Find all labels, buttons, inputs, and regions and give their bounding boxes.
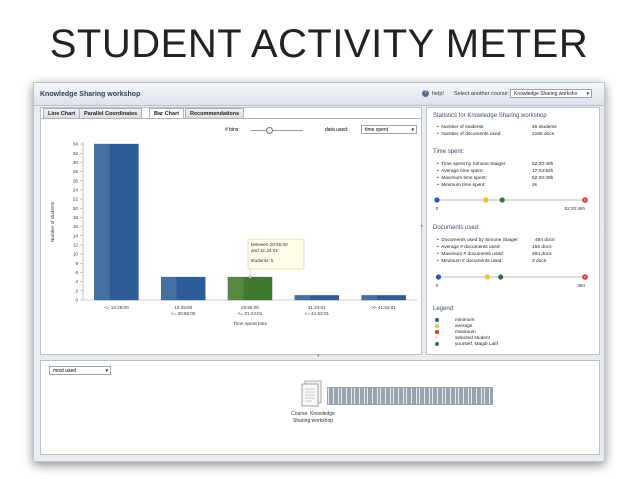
bins-label: # bins: (225, 127, 240, 133)
documents-used-heading: Documents used: (433, 225, 480, 231)
y-tick-label: 34 (72, 141, 78, 147)
x-tick-label: >> 41:52:01 (371, 305, 396, 310)
stat-label: Number of documents used: (441, 132, 502, 137)
bar-highlight (161, 277, 176, 300)
stat-value: 484 docs (535, 238, 555, 243)
legend-heading: Legend: (433, 306, 455, 312)
data-used-value: time spent (365, 127, 389, 133)
tab-parallel-coordinates[interactable]: Parallel Coordinates (79, 108, 142, 119)
y-tick-label: 28 (72, 169, 78, 175)
y-axis-label: Number of students (50, 201, 55, 243)
stat-value: 2s (532, 183, 538, 188)
y-tick-label: 16 (72, 224, 78, 230)
stat-label: Maximum # documents used: (441, 252, 505, 257)
marker-selected: × (583, 274, 587, 281)
legend-label: average (455, 324, 473, 329)
documents-panel (40, 360, 600, 455)
x-tick-label: <= 31:24:01 (237, 311, 263, 316)
x-tick-label: <= 41:52:01 (304, 311, 330, 316)
slide-title: STUDENT ACTIVITY METER (49, 22, 589, 66)
bins-slider[interactable] (251, 130, 303, 131)
sort-select-value: most used (53, 368, 77, 374)
help-link[interactable]: help! (432, 91, 444, 97)
y-tick-label: 24 (72, 187, 78, 193)
marker-minimum (434, 197, 439, 202)
stat-value: 52:20:49h (532, 176, 554, 181)
legend-label: selected student (455, 336, 490, 341)
stat-row: • Number of documents used: 4165 docs (437, 132, 555, 137)
y-tick-label: 26 (72, 178, 78, 184)
tab-divider (41, 118, 421, 119)
tab-line-chart[interactable]: Line Chart (43, 108, 80, 119)
y-tick-label: 18 (72, 215, 78, 221)
stat-value: 46 students (532, 125, 557, 130)
stat-label: Maximum time spent: (441, 176, 487, 181)
x-tick-label: <= 20:56:00 (170, 311, 196, 316)
legend (435, 318, 595, 358)
y-tick-label: 8 (75, 260, 78, 266)
x-tick-label: 10:28:00 (174, 305, 193, 310)
course-select[interactable] (510, 89, 592, 98)
marker-average (483, 197, 488, 202)
course-select-label: Select another course: (454, 91, 510, 97)
bar-chart (41, 138, 421, 354)
bar-highlight (94, 144, 109, 300)
course-caption-line: Sharing workshop (292, 418, 334, 424)
stat-value: 4165 docs (532, 132, 555, 137)
app-title: Knowledge Sharing workshop (40, 91, 141, 98)
marker-yourself (498, 274, 503, 279)
y-tick-label: 0 (75, 297, 78, 303)
tab-recommendations[interactable]: Recommendations (185, 108, 244, 119)
time-spent-scale (431, 192, 595, 218)
y-tick-label: 12 (72, 242, 78, 248)
help-icon[interactable]: ? (422, 90, 429, 97)
bar-highlight (228, 277, 243, 300)
stat-label: Documents used by Simone Staiger: (441, 238, 520, 243)
stat-row: • Number of students: 46 students (437, 125, 557, 130)
documents-used-scale (431, 269, 595, 295)
stat-row: • Minimum # documents used: 3 docs (437, 259, 547, 264)
x-tick-label: <= 10:28:00 (104, 305, 129, 310)
stat-label: Time spent by Simone Staiger: (441, 162, 507, 167)
legend-label: yourself, Magdi Latif (455, 342, 498, 347)
marker-yourself (500, 197, 505, 202)
bar-highlight (295, 295, 310, 300)
course-select-value: Knowledge Sharing worksho (514, 91, 578, 97)
statistics-heading: Statistics for Knowledge Sharing workshop (433, 113, 547, 119)
legend-dot-yourself (435, 342, 439, 346)
stat-row: • Time spent by Simone Staiger: 52:20:49h (437, 162, 554, 167)
y-tick-label: 6 (75, 270, 78, 276)
stat-row: • Minimum time spent: 2s (437, 183, 538, 188)
y-tick-label: 32 (72, 150, 78, 156)
stat-label: Average # documents used: (441, 245, 501, 250)
y-tick-label: 4 (75, 279, 78, 285)
scale-min-label: 0 (435, 283, 439, 288)
marker-selected: × (583, 197, 587, 204)
tab-bar-chart[interactable]: Bar Chart (149, 108, 184, 119)
scale-max-label: 484 (577, 283, 585, 288)
y-tick-label: 22 (72, 196, 78, 202)
stat-row: • Average # documents used: 166 docs (437, 245, 552, 250)
stat-row: • Maximum time spent: 52:20:49h (437, 176, 554, 181)
scale-min-label: 0 (435, 206, 439, 211)
stat-label: Minimum time spent: (441, 183, 486, 188)
data-used-select[interactable] (361, 125, 417, 134)
stat-value: 3 docs (532, 259, 547, 264)
x-tick-label: 31:24:01 (307, 305, 326, 310)
stat-label: Number of students: (441, 125, 485, 130)
chart-panel (40, 107, 422, 359)
statistics-panel (426, 107, 600, 355)
app-window (33, 82, 605, 462)
bins-slider-handle[interactable] (266, 127, 273, 134)
left-splitter-icon[interactable]: ◂ (420, 223, 423, 229)
tooltip-line: students: 5 (251, 258, 274, 264)
marker-average (485, 274, 490, 279)
y-tick-label: 14 (72, 233, 78, 239)
legend-dot-maximum (435, 330, 439, 334)
chevron-down-icon: ▾ (105, 368, 108, 374)
marker-minimum (436, 274, 441, 279)
legend-label: minimum (455, 318, 475, 323)
x-tick-label: 20:56:00 (241, 305, 259, 310)
stat-value: 52:20:49h (532, 162, 554, 167)
tooltip-anchor (249, 276, 251, 278)
legend-item (435, 335, 490, 341)
legend-item (435, 342, 498, 348)
legend-dot-minimum (435, 318, 439, 322)
scale-max-label: 52:20:49h (564, 206, 585, 211)
y-tick-label: 30 (72, 159, 78, 165)
bottom-splitter-icon[interactable]: ▾ (317, 353, 320, 359)
stat-row: • Maximum # documents used: 484 docs (437, 252, 552, 257)
chevron-down-icon: ▾ (411, 127, 414, 133)
stat-label: Average time spent: (441, 169, 484, 174)
course-caption-line: Course: Knowledge (291, 411, 335, 417)
tooltip-line: between 20:56:00 (251, 242, 288, 248)
stat-row: • Average time spent: 17:03:52h (437, 169, 554, 174)
app-header (34, 83, 604, 106)
legend-dot-average (435, 324, 439, 328)
x-axis-label: Time spent bins (233, 322, 267, 327)
document-carousel[interactable] (41, 361, 599, 454)
stat-label: Minimum # documents used: (441, 259, 503, 264)
tooltip-line: and 31:24:01 (251, 248, 278, 254)
legend-x-selected: × (435, 335, 438, 341)
stat-row: • Documents used by Simone Staiger: 484 docs (437, 238, 555, 243)
time-spent-heading: Time spent: (433, 149, 465, 155)
stat-value: 484 docs (532, 252, 552, 257)
bar-highlight (362, 295, 377, 300)
legend-label: maximum (455, 330, 476, 335)
y-tick-label: 10 (72, 251, 78, 257)
chevron-down-icon: ▾ (586, 91, 589, 97)
y-tick-label: 2 (75, 288, 78, 294)
stat-value: 17:03:52h (532, 169, 554, 174)
y-tick-label: 20 (72, 205, 78, 211)
data-used-label: data used: (325, 127, 349, 133)
stat-value: 166 docs (532, 245, 552, 250)
document-thumbnail[interactable] (491, 387, 494, 405)
